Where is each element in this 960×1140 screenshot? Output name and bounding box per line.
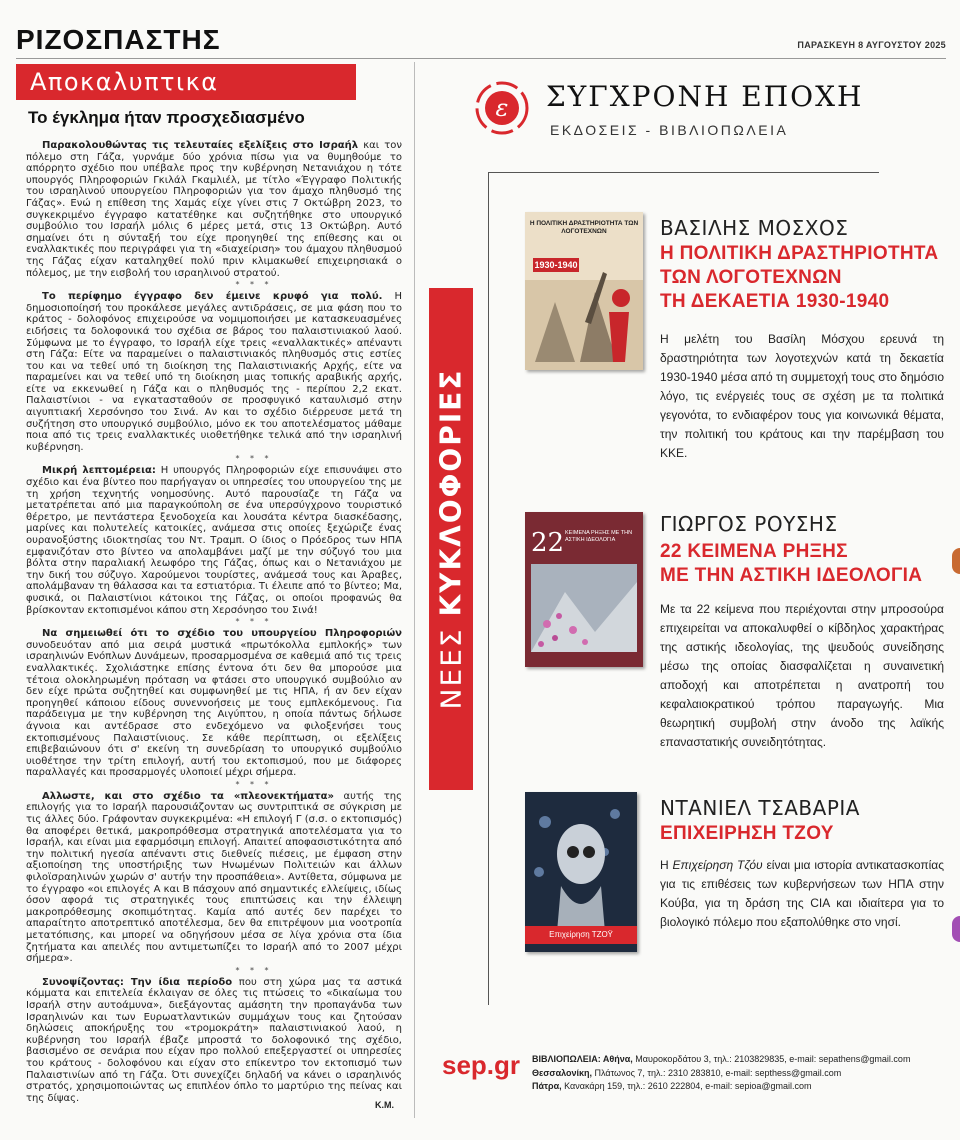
article-body [26, 140, 402, 1104]
cover-title: ΚΕΙΜΕΝΑ ΡΗΞΗΣ ΜΕ ΤΗΝ ΑΣΤΙΚΗ ΙΔΕΟΛΟΓΙΑ [565, 530, 633, 543]
newspaper-masthead: ΡΙΖΟΣΠΑΣΤΗΣ [16, 24, 221, 55]
separator-stars: * * * [235, 454, 273, 464]
cover-illustration [525, 212, 643, 370]
book-cover-3[interactable] [525, 792, 637, 952]
book-title[interactable]: 22 ΚΕΙΜΕΝΑ ΡΗΞΗΣ ΜΕ ΤΗΝ ΑΣΤΙΚΗ ΙΔΕΟΛΟΓΙΑ [660, 541, 923, 586]
new-releases-label: ΝΕΕΣ ΚΥΚΛΟΦΟΡΙΕΣ [434, 368, 468, 710]
book-cover-2[interactable] [525, 512, 643, 667]
publisher-name: ΣΥΓΧΡΟΝΗ ΕΠΟΧΗ [546, 80, 864, 113]
cover-years: 1930-1940 [534, 260, 578, 270]
article-paragraph: Μικρή λεπτομέρεια: Η υπουργός Πληροφοριών είχε επισυνάψει στο σχέδιο και ένα βίντεο που παρήγαγαν οι υπηρεσίες του υπουργείου της με τη χρήση τεχνητής νοημοσύνης. Αυτό παρουσίαζε τη Γάζα να μετατρέπεται από μια παραγκούπολη σε ένα υπερσύγχρονο τουριστικό θέρετρο, με πεντάστερα ξενοδοχεία και λουσάτα κέντρα διασκέδασης, μαρίνες και πολυτελείς κατοικίες, ανάμεσα στις οποίες ξεχώριζε ένας ουρανοξύστης ιδιοκτησίας του Ντ. Τραμπ. Ο ίδιος ο Πρόεδρος των ΗΠΑ εμφανιζόταν στο βίντεο να απολαμβάνει μαζί με την σύζυγό του μια βόλτα στην παραλιακή λεωφόρο της Γάζας, όπως και ο Νετανιάχου με την δική του σύζυγο. Χαρούμενοι τουρίστες, ανάμεσά τους και Άραβες, απολάμβαναν τη θάλασσα και τα εστιατόρια. Τι έλειπε από το βίντεο; Μα, φυσικά, οι Παλαιστίνιοι κάτοικοι της Γάζας, οι οποίοι προφανώς θα βρίσκονταν εκτοπισμένοι κάπου στη Χερσόνησο του Σινά! [26, 465, 402, 616]
article-paragraph: Παρακολουθώντας τις τελευταίες εξελίξεις στο Ισραήλ και τον πόλεμο στη Γάζα, γυρνάμε δύο χρόνια πίσω για να θυμηθούμε το απόρρητο σχέδιο που υπέβαλε προς την κυβέρνηση Νετανιάχου η τότε υπουργός Πληροφοριών Γκιλάλ Γκαμλιέλ, με τίτλο «Έγγραφο Πολιτικής του ισραηλινού υπουργείου Πληροφοριών για τον άμαχο πληθυσμό της Γάζας». Ενώ η επίθεση της Χαμάς είχε γίνει στις 7 Οκτώβρη 2023, το συγκεκριμένο έγγραφο κατατέθηκε και συζητήθηκε στο υπουργικό συμβούλιο του Ισραήλ μόλις 6 μέρες μετά, στις 13 Οκτώβρη. Αυτό σημαίνει ότι η σύνταξή του είχε προηγηθεί της επίθεσης και οι εναλλακτικές που περιγράφει για τη «διαχείριση» του άμαχου πληθυσμού της Γάζας είχαν καταληχθεί πολύ πριν κλιμακωθεί επιχειρησιακά ο πόλεμος, με την εισβολή του ισραηλινού στρατού. [26, 140, 403, 279]
bookstore-contacts [532, 1053, 910, 1094]
edge-tab [952, 548, 960, 574]
contact-patras: Πάτρα, Κανακάρη 159, τηλ.: 2610 222804, e-mail: sepioa@gmail.com [532, 1081, 812, 1091]
cover-title: Η ΠΟΛΙΤΙΚΗ ΔΡΑΣΤΗΡΙΟΤΗΤΑ ΤΩΝ ΛΟΓΟΤΕΧΝΩΝ [529, 220, 639, 235]
separator-stars: * * * [235, 779, 273, 789]
section-label: Αποκαλυπτικα [30, 68, 219, 96]
book-title[interactable]: Η ΠΟΛΙΤΙΚΗ ΔΡΑΣΤΗΡΙΟΤΗΤΑ ΤΩΝ ΛΟΓΟΤΕΧΝΩΝ ΤΗ ΔΕΚΑΕΤΙΑ 1930-1940 [660, 243, 939, 312]
article-paragraph: Αλλωστε, και στο σχέδιο τα «πλεονεκτήματα» αυτής της επιλογής για το Ισραήλ παρουσιάζονταν ως συντριπτικά σε σύγκριση με τις άλλες δύο. Γράφονταν συγκεκριμένα: «Η επιλογή Γ (σ.σ. ο εκτοπισμός) θα αποφέρει θετικά, μακροπρόθεσμα στρατηγικά αποτελέσματα για το Ισραήλ, και είναι μια εφαρμόσιμη επιλογή. Απαιτεί αποφασιστικότητα από την πολιτική ηγεσία απέναντι στις διεθνείς πιέσεις, με έμφαση στην αξιοποίηση της υποστήριξης των Ηνωμένων Πολιτειών και άλλων φιλοϊσραηλινών χωρών σ' αυτήν την προσπάθεια». Αντίθετα, σύμφωνα με το έγγραφο «οι επιλογές Α και Β πάσχουν από σημαντικές ελλείψεις, ιδίως όσον αφορά τις στρατηγικές τους επιπτώσεις και την έλλειψη μακροπρόθεσμης σκοπιμότητας. Καμία από αυτές δεν παρέχει το απαραίτητο αποτρεπτικό αποτέλεσμα, δεν θα επιτρέψουν μια νοοτροπία μετατόπισης, και μπορεί να οδηγήσουν μέσα σε λίγα χρόνια στα ίδια ζητήματα και απειλές που αντιμετωπίζει το Ισραήλ από το 2007 μέχρι σήμερα». [26, 790, 402, 965]
article-paragraph: Συνοψίζοντας: Την ίδια περίοδο που στη χώρα μας τα αστικά κόμματα και επιτελεία έκλαιγαν σε όλες τις πτώσεις το «δικαίωμα του Ισραήλ στην αυτοάμυνα», διεξάγοντας αμάσητη την προπαγάνδα των Ισραηλινών και των Ευρωατλαντικών συμμάχων τους και ζητούσαν δηλώσεις αποκήρυξης του «τρομοκράτη» παλαιστινιακού λαού, η κυβέρνηση του Ισραήλ έβαζε μπροστά το δολοφονικό της σχέδιο, βασισμένο σε σενάρια που είχαν προ πολλού επεξεργαστεί οι υπηρεσίες του κράτους - δολοφόνου και είχαν στο επίκεντρο τον εκτοπισμό των Παλαιστινίων από τη Γάζα. Ότι συνεχίζει δηλαδή να κάνει ο ισραηλινός στρατός, χρησιμοποιώντας ως επιπλέον όπλο το μαρτύριο της πείνας και της δίψας. [26, 976, 402, 1104]
author-signature: Κ.Μ. [375, 1100, 394, 1110]
article-paragraph: Το περίφημο έγγραφο δεν έμεινε κρυφό για πολύ. Η δημοσιοποίησή του προκάλεσε μεγάλες αντιδράσεις, σε μια φάση που το κράτος - δολοφόνος επιχειρούσε να νομιμοποιήσει με κατασκευασμένες ειδήσεις τα δολοφονικά του σχέδια σε βάρος του παλαιστινιακού λαού. Σύμφωνα με το έγγραφο, το Ισραήλ είχε τρεις «εναλλακτικές» απέναντι στη Γάζα: Είτε να παραμείνει ο παλαιστινιακός πληθυσμός στις εστίες του και να τεθεί υπό τη διοίκηση της Παλαιστινιακής Αρχής, είτε να παραμείνει και να τεθεί υπό τη διοίκηση μιας τοπικής αραβικής αρχής, είτε να εκκενωθεί η Γάζα και ο πληθυσμός της - περίπου 2,2 εκατ. Παλαιστίνιοι - να εγκατασταθούν σε προσφυγικό καταυλισμό στην αιγυπτιακή Χερσόνησο του Σινά. Αν και το σχέδιο διέρρευσε μετά τη συζήτηση στο υπουργικό συμβούλιο, μόνο εκ του αποτελέσματος μάθαμε ποια από τις τρεις εναλλακτικές υιοθετήθηκε τελικά από την ισραηλινή κυβέρνηση. [26, 291, 402, 453]
publisher-logo-icon [472, 80, 532, 136]
book-description: Η μελέτη του Βασίλη Μόσχου ερευνά τη δραστηριότητα των λογοτεχνών κατά τη δεκαετία 1930-1940 μέσα από τη συμμετοχή τους στο δημόσιο λόγο, τις ενέργειές τους σε σχέση με τα πολιτικά γεγονότα, το ενδιαφέρον τους για κοινωνικά θέματα, την πολιτική του κράτους και την παρέμβαση του ΚΚΕ. [660, 332, 944, 460]
article-paragraph: Να σημειωθεί ότι το σχέδιο του υπουργείου Πληροφοριών συνοδευόταν από μια σειρά μυστικά «πρωτόκολλα εμπλοκής» των ισραηλινών Ενόπλων Δυνάμεων, προσαρμοσμένα σε καθεμιά από τις τρεις εναλλακτικές. Σχολιάστηκε επίσης έντονα ότι δεν θα μπορούσε μια τέτοια ολοκληρωμένη πρόταση να φτάσει στο υπουργικό συμβούλιο αν δεν είχε πρώτα συζητηθεί και συμφωνηθεί με τις ΗΠΑ, ή αν δεν είχαν προηγηθεί κάποιου είδους συνεννοήσεις με τους εμπλεκόμενους. Για παράδειγμα με την κυβέρνηση της Αιγύπτου, η οποία πάντως δήλωσε άγνοια και αντέδρασε στο ενδεχόμενο να φιλοξενήσει τους εκτοπισμένους Παλαιστίνιους. Σε κάθε περίπτωση, οι εξελίξεις επιβεβαιώνουν ότι σ' εκείνη τη συνεδρίαση το υπουργικό συμβούλιο υιοθέτησε την τρίτη επιλογή, αυτή του εκτοπισμού, που με διάφορες παραλλαγές και προσαρμογές υλοποιεί μέχρι σήμερα. [26, 628, 402, 779]
book-description: Με τα 22 κείμενα που περιέχονται στην μπροσούρα επιχειρείται να αποκαλυφθεί ο κίβδηλος χαρακτήρας της αστικής ιδεολογίας, της ψευδούς συνείδησης μέσω της οποίας διασφαλίζεται η συναινετική αποδοχή και αποτρέπεται η ανατροπή του κεφαλαιοκρατικού τρόπου παραγωγής. Μια θεωρητική συμβολή στην άνοδο της λαϊκής επαναστατικής συνειδητότητας. [660, 602, 944, 749]
book-description: Η Επιχείρηση Τζόυ είναι μια ιστορία αντικατασκοπίας για τις επιθέσεις των κυβερνήσεων των ΗΠΑ στην Κούβα, για τη δράση της CIA και ιδιαίτερα για το βιολογικό πόλεμο που εξαπολύθηκε στο νησί. [660, 858, 944, 929]
separator-stars: * * * [235, 965, 273, 975]
publisher-website-link[interactable]: sep.gr [442, 1050, 521, 1080]
book-author: ΒΑΣΙΛΗΣ ΜΟΣΧΟΣ [660, 216, 849, 240]
cover-illustration [525, 512, 643, 667]
publisher-subtitle: ΕΚΔΟΣΕΙΣ - ΒΙΒΛΙΟΠΩΛΕΙΑ [550, 122, 789, 138]
logo-letter: ε [495, 94, 509, 122]
top-rule [16, 58, 946, 59]
book-cover-1[interactable] [525, 212, 643, 370]
contact-thessaloniki: Θεσσαλονίκη, Πλάτωνος 7, τηλ.: 2310 283810, e-mail: septhess@gmail.com [532, 1067, 842, 1078]
dateline: ΠΑΡΑΣΚΕΥΗ 8 ΑΥΓΟΥΣΤΟΥ 2025 [797, 40, 946, 50]
column-divider [414, 62, 415, 1118]
contact-athens: ΒΙΒΛΙΟΠΩΛΕΙΑ: Αθήνα, Μαυροκορδάτου 3, τηλ.: 2103829835, e-mail: sepathens@gmail.com [532, 1054, 911, 1064]
section-banner [16, 64, 356, 100]
cover-title: Επιχείρηση ΤΖΟΫ [525, 926, 637, 944]
edge-tab [952, 916, 960, 942]
book-author: ΝΤΑΝΙΕΛ ΤΣΑΒΑΡΙΑ [660, 796, 860, 820]
separator-stars: * * * [235, 617, 273, 627]
separator-stars: * * * [235, 280, 273, 290]
cover-number: 22 [531, 528, 565, 558]
book-title[interactable]: ΕΠΙΧΕΙΡΗΣΗ ΤΖΟΥ [660, 823, 834, 844]
article-headline: Το έγκλημα ήταν προσχεδιασμένο [28, 108, 305, 127]
book-author: ΓΙΩΡΓΟΣ ΡΟΥΣΗΣ [660, 512, 838, 536]
